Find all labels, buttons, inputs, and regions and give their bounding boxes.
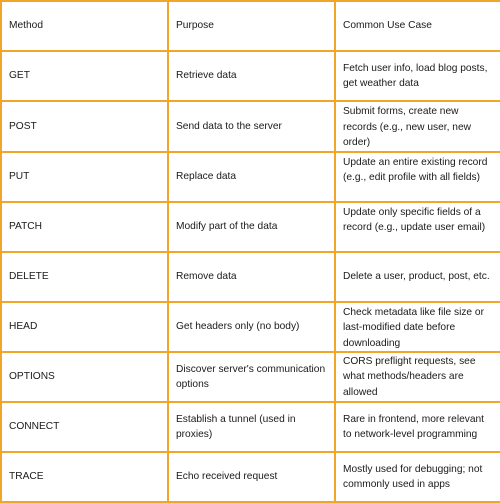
purpose-cell: Replace data <box>168 152 335 202</box>
use-case-cell: Delete a user, product, post, etc. <box>335 252 500 302</box>
method-cell: OPTIONS <box>1 352 168 402</box>
table-row <box>1 352 500 402</box>
method-cell: PUT <box>1 152 168 202</box>
use-case-cell: CORS preflight requests, see what methods/headers are allowed <box>335 352 500 402</box>
use-case-cell: Update an entire existing record (e.g., edit profile with all fields) <box>335 152 500 202</box>
table-row <box>1 101 500 152</box>
use-case-cell: Fetch user info, load blog posts, get weather data <box>335 51 500 101</box>
table-row <box>1 252 500 302</box>
method-cell: GET <box>1 51 168 101</box>
purpose-cell: Modify part of the data <box>168 202 335 252</box>
purpose-cell: Echo received request <box>168 452 335 502</box>
use-case-cell: Rare in frontend, more relevant to network-level programming <box>335 402 500 452</box>
use-case-cell: Check metadata like file size or last-modified date before downloading <box>335 302 500 353</box>
method-cell: POST <box>1 101 168 152</box>
purpose-cell: Send data to the server <box>168 101 335 152</box>
method-cell: TRACE <box>1 452 168 502</box>
purpose-cell: Remove data <box>168 252 335 302</box>
purpose-cell: Establish a tunnel (used in proxies) <box>168 402 335 452</box>
column-header-use-case: Common Use Case <box>335 1 500 51</box>
method-cell: CONNECT <box>1 402 168 452</box>
column-header-purpose: Purpose <box>168 1 335 51</box>
method-cell: HEAD <box>1 302 168 353</box>
purpose-cell: Retrieve data <box>168 51 335 101</box>
use-case-cell: Submit forms, create new records (e.g., new user, new order) <box>335 101 500 152</box>
use-case-cell: Mostly used for debugging; not commonly used in apps <box>335 452 500 502</box>
table-row <box>1 51 500 101</box>
purpose-cell: Discover server's communication options <box>168 352 335 402</box>
table-row <box>1 452 500 502</box>
column-header-method: Method <box>1 1 168 51</box>
method-cell: PATCH <box>1 202 168 252</box>
table-row <box>1 302 500 353</box>
use-case-cell: Update only specific fields of a record (e.g., update user email) <box>335 202 500 252</box>
table-row <box>1 152 500 202</box>
header-row <box>1 1 500 51</box>
table-row <box>1 202 500 252</box>
method-cell: DELETE <box>1 252 168 302</box>
table-row <box>1 402 500 452</box>
purpose-cell: Get headers only (no body) <box>168 302 335 353</box>
